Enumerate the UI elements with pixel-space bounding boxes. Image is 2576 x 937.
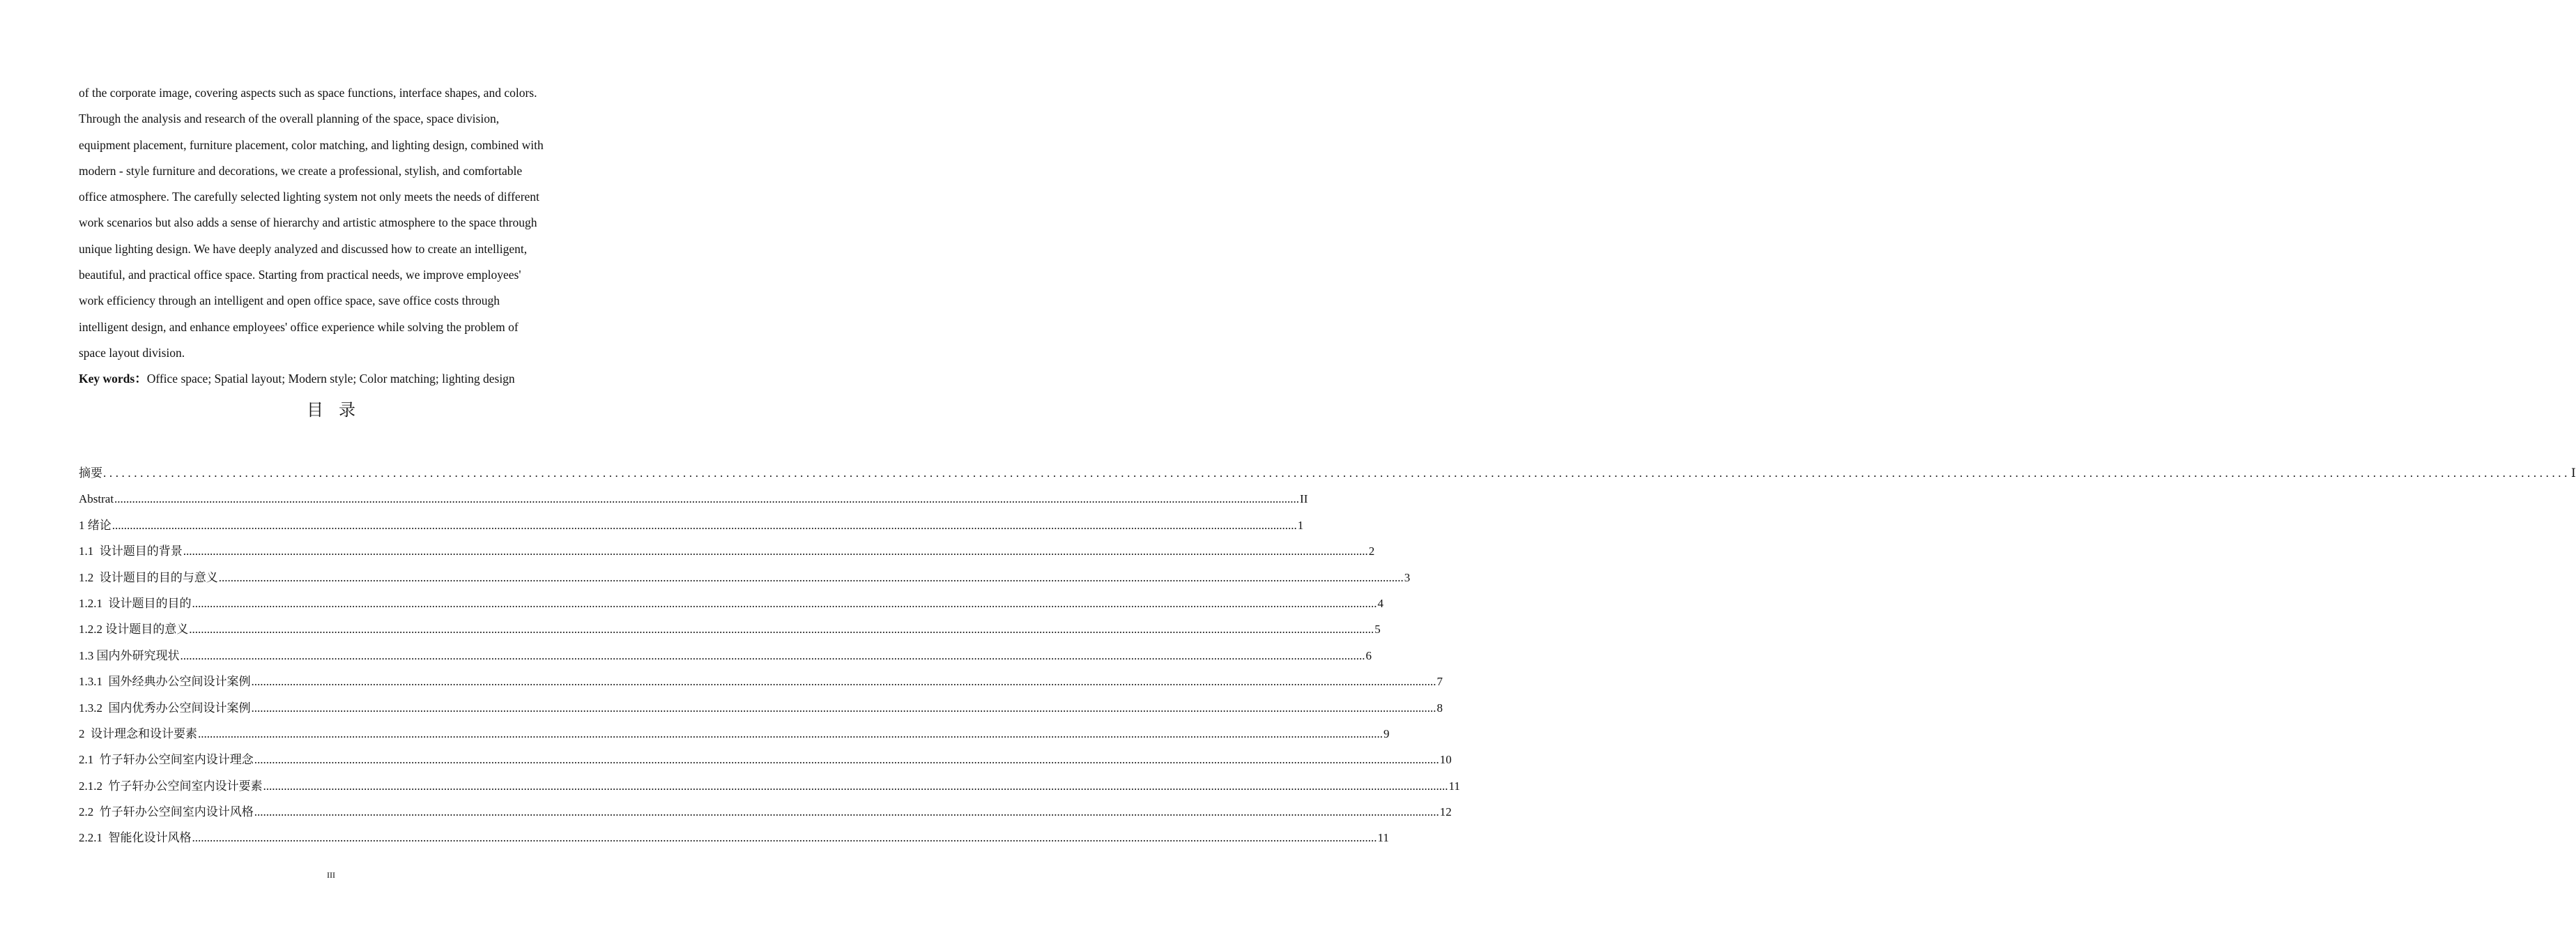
toc-entry-label: 1.3.1 国外经典办公空间设计案例 [79,675,251,689]
toc-entry-label: 摘要 [79,466,102,480]
toc-entry-page: 2 [1368,544,1375,558]
abstract-line: work efficiency through an intelligent and open office space, save office costs through [79,294,500,308]
toc-dot-leader: ................................................................................................................................................................................................................................................................................................................................................................................................................ [254,753,1439,767]
toc-dot-leader: ................................................................................................................................................................................................................................................................................................................................................................................................................ [112,518,1297,532]
keywords-label: Key words： [79,372,147,386]
toc-entry[interactable] [79,751,1452,777]
toc-entry[interactable] [79,464,2576,490]
toc-entry-label: 1.2 设计题目的目的与意义 [79,570,218,584]
abstract-line: intelligent design, and enhance employees' office experience while solving the problem of [79,319,519,334]
toc-dot-leader: ................................................................................................................................................................................................................................................................................................................................................................................................................ [103,466,2570,480]
toc-dot-leader: ................................................................................................................................................................................................................................................................................................................................................................................................................ [192,596,1377,610]
toc-entry[interactable] [79,803,1452,829]
abstract-paragraph [79,84,595,396]
toc-entry[interactable] [79,620,1381,646]
toc-entry-label: 1.2.1 设计题目的目的 [79,596,192,610]
toc-dot-leader: ................................................................................................................................................................................................................................................................................................................................................................................................................ [183,544,1368,558]
toc-dot-leader: ................................................................................................................................................................................................................................................................................................................................................................................................................ [254,805,1439,819]
toc-entry[interactable] [79,569,1411,595]
abstract-line: beautiful, and practical office space. Starting from practical needs, we improve employees' [79,268,521,282]
toc-title: 目录 [307,402,371,420]
toc-entry-page: 11 [1448,779,1460,793]
toc-entry-label: 2.2.1 智能化设计风格 [79,831,192,845]
abstract-line: work scenarios but also adds a sense of hierarchy and artistic atmosphere to the space through [79,215,537,230]
toc-entry-label: 1 绪论 [79,518,112,532]
toc-entry[interactable] [79,725,1390,751]
keywords-line [79,370,595,395]
toc-entry-label: 1.3 国内外研究现状 [79,648,180,662]
toc-entry-page: 7 [1436,675,1443,689]
toc-dot-leader: ................................................................................................................................................................................................................................................................................................................................................................................................................ [114,492,1300,506]
toc-entry-page: 3 [1404,570,1411,584]
toc-entry-label: 2.1.2 竹子轩办公空间室内设计要素 [79,779,263,793]
toc-entry-page: 12 [1439,805,1452,819]
toc-entry-page: II [1300,492,1308,506]
toc-entry-label: 1.3.2 国内优秀办公空间设计案例 [79,701,251,715]
toc-entry-page: 1 [1297,518,1304,532]
table-of-contents [79,464,2576,855]
toc-dot-leader: ................................................................................................................................................................................................................................................................................................................................................................................................................ [189,623,1374,637]
toc-entry-label: 2.2 竹子轩办公空间室内设计风格 [79,805,254,819]
toc-entry-page: 11 [1377,831,1389,845]
toc-dot-leader: ................................................................................................................................................................................................................................................................................................................................................................................................................ [218,570,1404,584]
toc-entry-page: Ⅰ [2571,466,2576,480]
toc-entry[interactable] [79,595,1383,620]
toc-dot-leader: ................................................................................................................................................................................................................................................................................................................................................................................................................ [251,701,1436,715]
toc-dot-leader: ................................................................................................................................................................................................................................................................................................................................................................................................................ [180,648,1365,662]
toc-entry-page: 6 [1365,648,1372,662]
keywords-value: Office space; Spatial layout; Modern style; Color matching; lighting design [146,372,515,386]
toc-entry[interactable] [79,490,1308,516]
toc-entry-label: Abstrat [79,492,114,506]
abstract-line: of the corporate image, covering aspects such as space functions, interface shapes, and colors. [79,86,537,100]
toc-entry-page: 9 [1383,726,1390,740]
toc-entry-label: 2.1 竹子轩办公空间室内设计理念 [79,753,254,767]
toc-entry[interactable] [79,647,1372,673]
toc-entry-label: 1.1 设计题目的背景 [79,544,183,558]
toc-dot-leader: ................................................................................................................................................................................................................................................................................................................................................................................................................ [192,831,1377,845]
abstract-line: modern - style furniture and decorations, we create a professional, stylish, and comfortable [79,163,523,178]
toc-entry-page: 10 [1439,753,1452,767]
toc-dot-leader: ................................................................................................................................................................................................................................................................................................................................................................................................................ [251,675,1436,689]
toc-dot-leader: ................................................................................................................................................................................................................................................................................................................................................................................................................ [263,779,1448,793]
abstract-line: equipment placement, furniture placement, color matching, and lighting design, combined with [79,137,544,152]
toc-entry-page: 4 [1377,596,1383,610]
page-number: III [327,870,335,880]
toc-dot-leader: ................................................................................................................................................................................................................................................................................................................................................................................................................ [198,726,1383,740]
toc-entry[interactable] [79,517,1304,542]
toc-entry-label: 1.2.2 设计题目的意义 [79,623,189,637]
toc-entry[interactable] [79,777,1460,803]
abstract-line: office atmosphere. The carefully selected lighting system not only meets the needs of different [79,190,539,204]
toc-entry-label: 2 设计理念和设计要素 [79,726,197,740]
abstract-line: unique lighting design. We have deeply analyzed and discussed how to create an intelligent, [79,241,528,256]
toc-entry-page: 8 [1436,701,1443,715]
toc-entry-page: 5 [1374,623,1381,637]
toc-entry[interactable] [79,673,1443,699]
abstract-line: space layout division. [79,345,185,360]
toc-entry[interactable] [79,829,1389,855]
abstract-line: Through the analysis and research of the overall planning of the space, space division, [79,112,500,126]
toc-entry[interactable] [79,542,1375,568]
toc-entry[interactable] [79,699,1443,725]
